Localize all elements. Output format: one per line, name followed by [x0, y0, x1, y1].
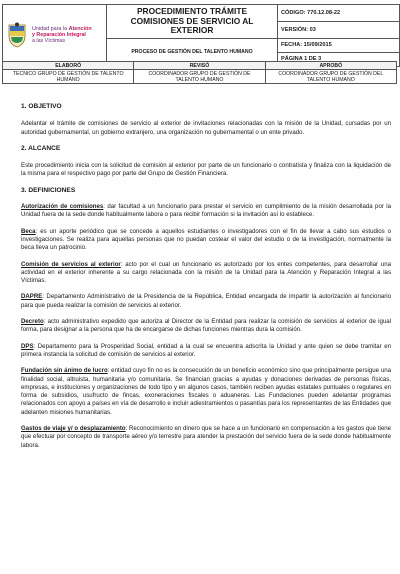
- page-number: PÁGINA 1 DE 3: [278, 52, 400, 66]
- section-objetivo-text: Adelantar el trámite de comisiones de servicio al exterior de invitaciones relacionadas con la misión de la Unidad, cursadas por un autoridad gubernamental, un gobierno extranjero, una organización no gubernamental o un ente privado.: [21, 120, 391, 136]
- definition-item: DAPRE: Departamento Administrativo de la Presidencia de la República, Entidad encargada de impartir la autorización al funcionario para que pueda realizar la comisión de servicios al exterior.: [21, 293, 391, 309]
- document-header: [2, 4, 400, 67]
- signature-table: [2, 61, 397, 84]
- coat-of-arms-icon: [6, 22, 28, 48]
- definition-item: Comisión de servicios al exterior: acto por el cual un funcionario es autorizado por los entes competentes, para desarrollar una actividad en el exterior inherente a su cargo relacionada con la misión de la Unidad para la Atención y Reparación Integral a las Víctimas.: [21, 260, 391, 285]
- logo-text: Unidad para la Atención y Reparación Integral a las Víctimas: [32, 25, 92, 45]
- definition-item: Decreto: acto administrativo expedido que autoriza al Director de la Entidad para realizar la comisión de servicios al exterior de igual forma, para designar a la persona que ha de encargarse de dichas funciones mientras dura la comisión.: [21, 318, 391, 334]
- reviso-value: COORDINADOR GRUPO DE GESTIÓN DE TALENTO HUMANO: [134, 70, 265, 84]
- title-cell: [107, 5, 278, 39]
- document-code: CÓDIGO: 770.12.08-22: [278, 5, 400, 22]
- definition-item: Autorización de comisiones: dar facultad a un funcionario para prestar el servicio en cumplimiento de la misión desarrollada por la Unidad fuera de la sede donde habitualmente labora o para recibir formación si la invitación así lo establece.: [21, 203, 391, 219]
- aprobo-header: APROBÓ: [265, 62, 396, 70]
- definition-item: Gastos de viaje y/ o desplazamiento: Reconocimiento en dinero que se hace a un funcionario en compensación a los gastos que tiene que efectuar por concepto de transporte aéreo y/o terrestre para atender la prestación del servicio fuera de la sede donde habitualmente labora.: [21, 425, 391, 449]
- definition-item: Beca: es un aporte periódico que se concede a aquellos estudiantes o investigadores con el fin de llevar a cabo sus estudios o investigaciones. Se realiza para aquellas personas que no puedan costear el valor del estudio o de la investigación, normalmente la beca lleva un patrocinio.: [21, 227, 391, 252]
- document-version: VERSIÓN: 03: [278, 21, 400, 38]
- elaboro-value: TECNICO GRUPO DE GESTIÓN DE TALENTO HUMANO: [3, 70, 134, 84]
- elaboro-header: ELABORÓ: [3, 62, 134, 70]
- section-objetivo-title: 1. OBJETIVO: [21, 103, 62, 110]
- section-alcance-text: Este procedimiento inicia con la solicitud de comisión al exterior por parte de un funcionario o contratista y finaliza con la liquidación de la misma para el respectivo pago por parte del Grupo de Gestión Financiera.: [21, 162, 391, 178]
- logo-cell: [3, 5, 107, 67]
- document-title: PROCEDIMIENTO TRÁMITE COMISIONES DE SERVICIO AL EXTERIOR: [130, 6, 254, 35]
- definition-item: Fundación sin ánimo de lucro: entidad cuyo fin no es la consecución de un beneficio económico sino que principalmente persigue una finalidad social, altruista, humanitaria y/o comunitaria. Se financian gracias a ayudas y donaciones derivadas de personas físicas, empresas, e instituciones y organizaciones de todo tipo y en algunos casos, también reciben ayudas estatales puntuales o regulares en forma de subsidios, usufructo de fincas, exoneraciones fiscales o aduaneras. Las Fundaciones pueden adelantar programas relacionados con apoyo a países en vía de desarrollo e incluir adiestramientos o pasantías para los representantes de las Entidades que adelanten misiones humanitarias.: [21, 367, 391, 416]
- section-alcance-title: 2. ALCANCE: [21, 144, 61, 152]
- section-definiciones-title: 3. DEFINICIONES: [21, 186, 76, 194]
- document-body: [21, 103, 391, 450]
- reviso-header: REVISÓ: [134, 62, 265, 70]
- aprobo-value: COORDINADOR GRUPO DE GESTIÓN DEL TALENTO HUMANO: [265, 70, 396, 84]
- document-date: FECHA: 15/09/2015: [278, 38, 400, 52]
- definition-item: DPS: Departamento para la Prosperidad Social, entidad a la cual se encuentra adscrita la Unidad y ante quien se debe tramitar en primera instancia la solicitud de comisión de servicios al exterior.: [21, 342, 391, 358]
- organization-logo: [3, 7, 106, 63]
- process-name: PROCESO DE GESTIÓN DEL TALENTO HUMANO: [131, 49, 253, 55]
